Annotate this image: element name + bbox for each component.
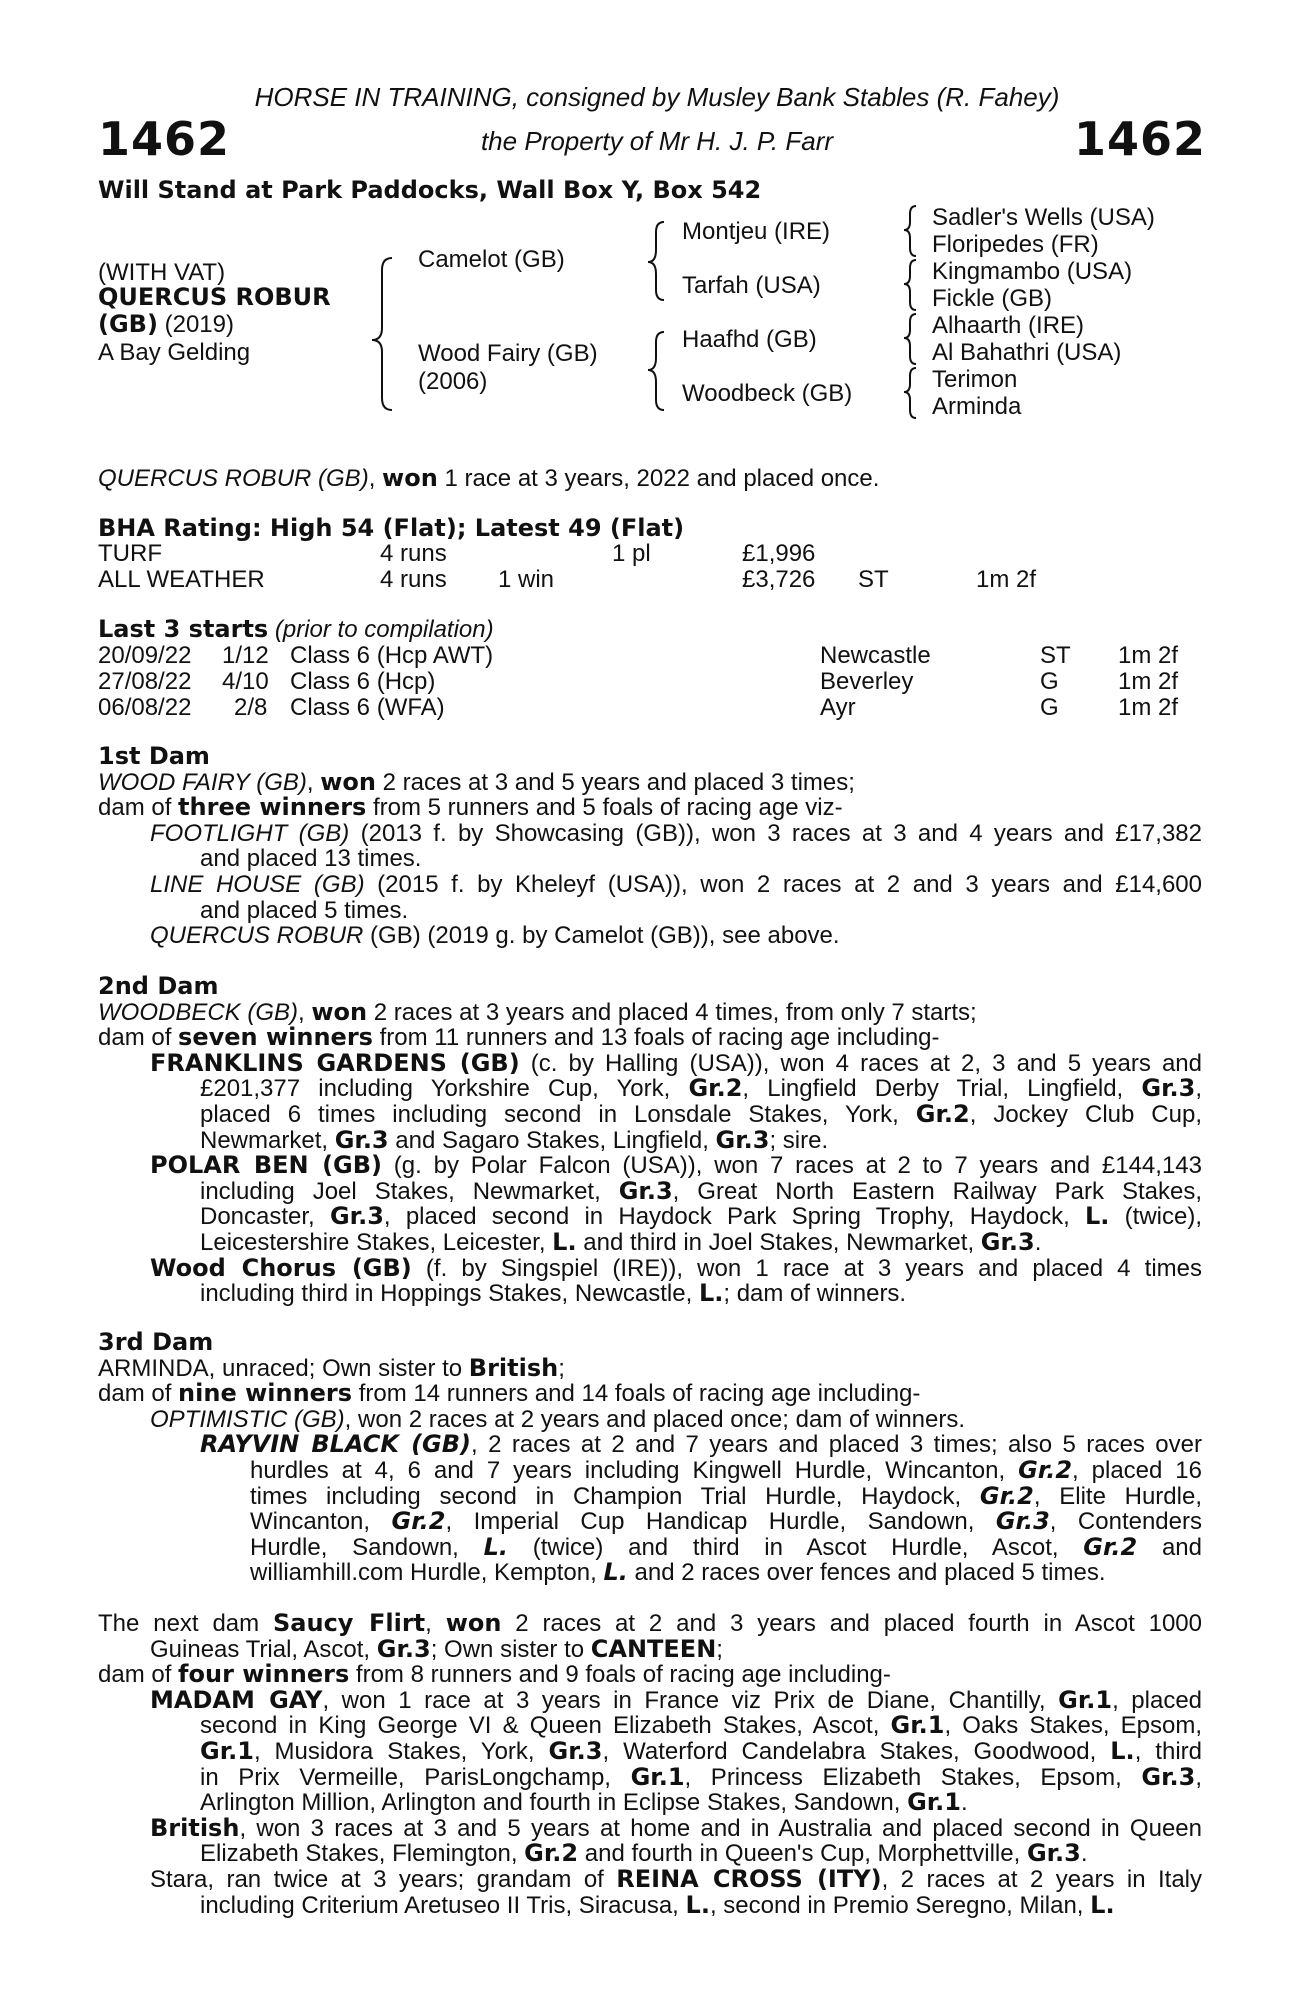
start-distance: 1m 2f <box>1118 668 1179 695</box>
great-grandparent-2: Floripedes (FR) <box>932 231 1099 258</box>
start-position: 2/8 <box>234 694 268 721</box>
consignment-line: HORSE IN TRAINING, consigned by Musley Bank Stables (R. Fahey) <box>254 82 1060 112</box>
rating-wins: 1 win <box>498 566 555 593</box>
start-course: Ayr <box>820 694 856 721</box>
start-race: Class 6 (Hcp AWT) <box>290 642 494 669</box>
sire-dam: Tarfah (USA) <box>682 272 821 299</box>
start-going: G <box>1040 694 1059 721</box>
start-race: Class 6 (WFA) <box>290 694 445 721</box>
lot-number-left: 1462 <box>98 112 231 166</box>
sire-sire: Montjeu (IRE) <box>682 218 831 245</box>
sire: Camelot (GB) <box>418 246 565 273</box>
dam-sire: Haafhd (GB) <box>682 326 817 353</box>
rating-placed: 1 pl <box>612 540 651 567</box>
horse-name: QUERCUS ROBUR <box>98 283 331 311</box>
lot-number-right: 1462 <box>1073 112 1206 166</box>
start-going: ST <box>1040 642 1071 669</box>
rating-surface: TURF <box>98 540 162 567</box>
third-dam-section: 3rd Dam ARMINDA, unraced; Own sister to British; dam of nine winners from 14 runners and 14 foals of racing age including- OPTIMISTIC (GB), won 2 races at 2 years and placed once; dam of winners. RAYVIN BLACK (GB), 2 races at 2 and 7 years and placed 3 times; also 5 races over hurdles at 4, 6 and 7 years including Kingwell Hurdle, Wincanton, Gr.2, placed 16 times including second in Champion Trial Hurdle, Haydock, Gr.2, Elite Hurdle, Wincanton, Gr.2, Imperial Cup Handicap Hurdle, Sandown, Gr.3, Contenders Hurdle, Sandown, L. (twice) and third in Ascot Hurdle, Ascot, Gr.2 and williamhill.com Hurdle, Kempton, L. and 2 races over fences and placed 5 times. <box>98 1328 1203 1587</box>
start-course: Beverley <box>820 668 914 695</box>
great-grandparent-6: Al Bahathri (USA) <box>932 339 1122 366</box>
rating-going: ST <box>858 566 889 593</box>
great-grandparent-4: Fickle (GB) <box>932 285 1052 312</box>
next-dam-section: The next dam Saucy Flirt, won 2 races at 2 and 3 years and placed fourth in Ascot 1000 Guineas Trial, Ascot, Gr.3; Own sister to CANTEEN; dam of four winners from 8 runners and 9 foals of racing age including- MADAM GAY, won 1 race at 3 years in France viz Prix de Diane, Chantilly, Gr.1, placed second in King George VI & Queen Elizabeth Stakes, Ascot, Gr.1, Oaks Stakes, Epsom, Gr.1, Musidora Stakes, York, Gr.3, Waterford Candelabra Stakes, Goodwood, L., third in Prix Vermeille, ParisLongchamp, Gr.1, Princess Elizabeth Stakes, Epsom, Gr.3, Arlington Million, Arlington and fourth in Eclipse Stakes, Sandown, Gr.1. British, won 3 races at 3 and 5 years at home and in Australia and placed second in Queen Elizabeth Stakes, Flemington, Gr.2 and fourth in Queen's Cup, Morphettville, Gr.3. Stara, ran twice at 3 years; grandam of REINA CROSS (ITY), 2 races at 2 years in Italy including Criterium Aretuseo II Tris, Siracusa, L., second in Premio Seregno, Milan, L. <box>98 1609 1203 1919</box>
horse-country-year: (GB) (2019) <box>98 310 234 338</box>
first-dam-section: 1st Dam WOOD FAIRY (GB), won 2 races at 3 and 5 years and placed 3 times; dam of three winners from 5 runners and 5 foals of racing age viz- FOOTLIGHT (GB) (2013 f. by Showcasing (GB)), won 3 races at 3 and 4 years and £17,382 and placed 13 times. LINE HOUSE (GB) (2015 f. by Kheleyf (USA)), won 2 races at 2 and 3 years and £14,600 and placed 5 times. QUERCUS ROBUR (GB) (2019 g. by Camelot (GB)), see above. <box>98 742 1203 950</box>
start-course: Newcastle <box>820 642 931 669</box>
last-starts-title: Last 3 starts (prior to compilation) <box>98 615 494 643</box>
start-date: 27/08/22 <box>98 668 192 695</box>
start-date: 20/09/22 <box>98 642 192 669</box>
race-summary: QUERCUS ROBUR (GB), won 1 race at 3 years, 2022 and placed once. <box>98 464 880 492</box>
great-grandparent-3: Kingmambo (USA) <box>932 258 1133 285</box>
property-line: the Property of Mr H. J. P. Farr <box>480 126 834 156</box>
vat-label: (WITH VAT) <box>98 259 226 286</box>
first-dam-heading: 1st Dam <box>98 742 210 770</box>
rating-surface: ALL WEATHER <box>98 566 265 593</box>
dam-dam: Woodbeck (GB) <box>682 380 853 407</box>
third-dam-heading: 3rd Dam <box>98 1328 214 1356</box>
rating-distance: 1m 2f <box>976 566 1037 593</box>
great-grandsire-1: Sadler's Wells (USA) <box>932 204 1155 231</box>
great-grandparent-7: Terimon <box>932 366 1018 393</box>
rating-earnings: £1,996 <box>742 540 816 567</box>
great-grandparent-8: Arminda <box>932 393 1022 420</box>
second-dam-heading: 2nd Dam <box>98 972 219 1000</box>
start-distance: 1m 2f <box>1118 694 1179 721</box>
start-position: 1/12 <box>222 642 269 669</box>
great-grandparent-5: Alhaarth (IRE) <box>932 312 1085 339</box>
dam-year: (2006) <box>418 368 488 395</box>
start-position: 4/10 <box>222 668 269 695</box>
rating-runs: 4 runs <box>380 566 447 593</box>
start-date: 06/08/22 <box>98 694 192 721</box>
rating-runs: 4 runs <box>380 540 447 567</box>
start-going: G <box>1040 668 1059 695</box>
bha-rating-title: BHA Rating: High 54 (Flat); Latest 49 (Flat) <box>98 514 685 542</box>
horse-description: A Bay Gelding <box>98 339 251 366</box>
rating-earnings: £3,726 <box>742 566 816 593</box>
start-distance: 1m 2f <box>1118 642 1179 669</box>
start-race: Class 6 (Hcp) <box>290 668 436 695</box>
stand-location: Will Stand at Park Paddocks, Wall Box Y, Box 542 <box>98 176 762 204</box>
dam: Wood Fairy (GB) <box>418 340 598 367</box>
second-dam-section: 2nd Dam WOODBECK (GB), won 2 races at 3 years and placed 4 times, from only 7 starts; dam of seven winners from 11 runners and 13 foals of racing age including- FRANKLINS GARDENS (GB) (c. by Halling (USA)), won 4 races at 2, 3 and 5 years and £201,377 including Yorkshire Cup, York, Gr.2, Lingfield Derby Trial, Lingfield, Gr.3, placed 6 times including second in Lonsdale Stakes, York, Gr.2, Jockey Club Cup, Newmarket, Gr.3 and Sagaro Stakes, Lingfield, Gr.3; sire. POLAR BEN (GB) (g. by Polar Falcon (USA)), won 7 races at 2 to 7 years and £144,143 including Joel Stakes, Newmarket, Gr.3, Great North Eastern Railway Park Stakes, Doncaster, Gr.3, placed second in Haydock Park Spring Trophy, Haydock, L. (twice), Leicestershire Stakes, Leicester, L. and third in Joel Stakes, Newmarket, Gr.3. Wood Chorus (GB) (f. by Singspiel (IRE)), won 1 race at 3 years and placed 4 times including third in Hoppings Stakes, Newcastle, L.; dam of winners. <box>98 972 1203 1308</box>
